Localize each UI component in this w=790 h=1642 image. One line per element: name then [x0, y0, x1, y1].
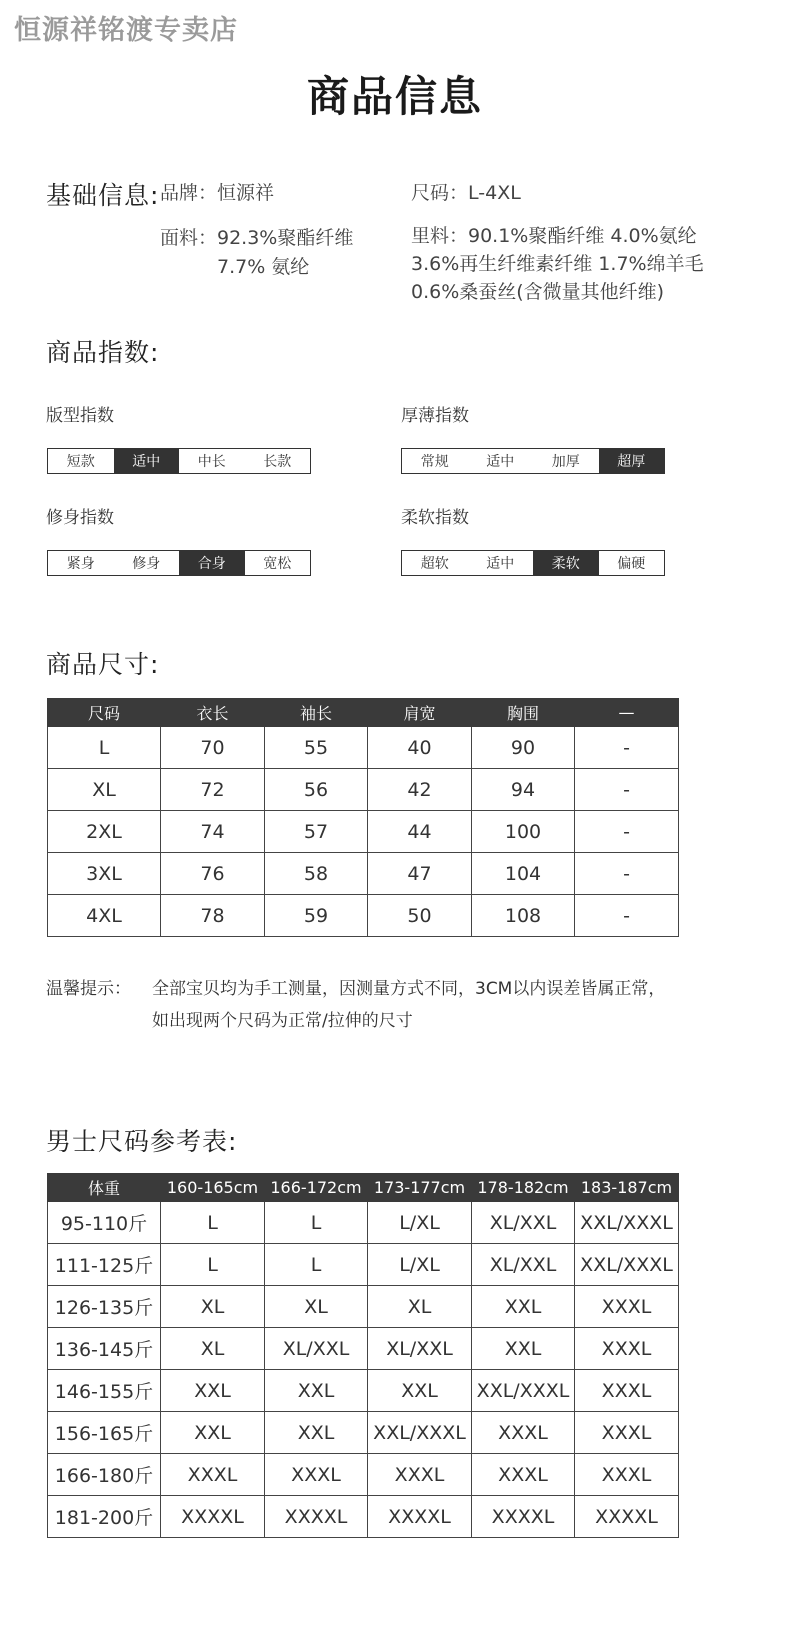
shape-option: 宽松	[263, 556, 292, 572]
table-cell: XL	[48, 769, 161, 811]
table-cell: XXXL	[575, 1328, 679, 1370]
table-row	[48, 811, 679, 853]
table-cell: 146-155斤	[48, 1370, 161, 1412]
table-cell: XL	[368, 1286, 472, 1328]
basic-info-title: 基础信息:	[46, 181, 160, 210]
table-row	[48, 1454, 679, 1496]
column-header: 166-172cm	[265, 1174, 368, 1202]
lining-line-1: 里料：90.1%聚酯纤维 4.0%氨纶	[411, 225, 697, 247]
table-row	[48, 1496, 679, 1538]
lining-line-3: 0.6%桑蚕丝(含微量其他纤维)	[411, 281, 665, 303]
table-cell: L/XL	[368, 1202, 472, 1244]
column-header: 肩宽	[368, 699, 472, 727]
table-cell: 59	[265, 895, 368, 937]
table-cell: 50	[368, 895, 472, 937]
table-cell: 44	[368, 811, 472, 853]
table-cell: XXXL	[368, 1454, 472, 1496]
table-cell: XXXXL	[161, 1496, 265, 1538]
table-cell: 2XL	[48, 811, 161, 853]
thickness-option-selected: 超厚	[599, 449, 665, 473]
table-cell: 95-110斤	[48, 1202, 161, 1244]
table-cell: XXXL	[575, 1370, 679, 1412]
table-cell: XXXL	[161, 1454, 265, 1496]
tip-label: 温馨提示：	[46, 979, 131, 999]
size-table	[47, 698, 679, 937]
table-cell: 56	[265, 769, 368, 811]
table-row	[48, 1412, 679, 1454]
reference-table-title: 男士尺码参考表:	[46, 1127, 238, 1156]
table-cell: XL	[265, 1286, 368, 1328]
table-cell: 42	[368, 769, 472, 811]
thickness-index-scale	[401, 448, 665, 474]
reference-table-header-row	[48, 1174, 679, 1202]
table-cell: L	[161, 1202, 265, 1244]
table-cell: XXL	[161, 1370, 265, 1412]
table-cell: XL/XXL	[265, 1328, 368, 1370]
table-cell: XL/XXL	[472, 1202, 575, 1244]
size-table-header-row	[48, 699, 679, 727]
table-cell: XXXXL	[265, 1496, 368, 1538]
table-cell: XXXXL	[575, 1496, 679, 1538]
table-row	[48, 727, 679, 769]
table-row	[48, 853, 679, 895]
shop-name: 恒源祥铭渡专卖店	[14, 15, 238, 46]
table-cell: 108	[472, 895, 575, 937]
table-cell: XXXXL	[368, 1496, 472, 1538]
table-cell: 72	[161, 769, 265, 811]
table-row	[48, 895, 679, 937]
table-cell: XL/XXL	[368, 1328, 472, 1370]
table-cell: XXL	[161, 1412, 265, 1454]
fit-option: 短款	[66, 454, 95, 470]
table-cell: 70	[161, 727, 265, 769]
table-cell: 104	[472, 853, 575, 895]
table-row	[48, 1370, 679, 1412]
table-cell: XXXL	[575, 1454, 679, 1496]
column-header: 胸围	[472, 699, 575, 727]
table-cell: 57	[265, 811, 368, 853]
table-cell: 78	[161, 895, 265, 937]
softness-index-label: 柔软指数	[401, 508, 469, 528]
table-cell: XXXXL	[472, 1496, 575, 1538]
softness-option: 适中	[486, 556, 515, 572]
tip-line-2: 如出现两个尺码为正常/拉伸的尺寸	[152, 1011, 413, 1031]
column-header: —	[575, 699, 679, 727]
thickness-index-label: 厚薄指数	[401, 406, 469, 426]
size-range-text: 尺码：L-4XL	[411, 182, 521, 204]
fit-index-label: 版型指数	[46, 406, 114, 426]
table-cell: 156-165斤	[48, 1412, 161, 1454]
table-cell: XXL/XXXL	[368, 1412, 472, 1454]
table-cell: XXXL	[575, 1286, 679, 1328]
page-title: 商品信息	[306, 72, 483, 121]
table-cell: XXL/XXXL	[472, 1370, 575, 1412]
fit-option: 中长	[197, 454, 226, 470]
tip-line-1: 全部宝贝均为手工测量，因测量方式不同，3CM以内误差皆属正常，	[152, 979, 666, 999]
table-row	[48, 1328, 679, 1370]
thickness-option: 加厚	[551, 454, 580, 470]
table-cell: XXL/XXXL	[575, 1244, 679, 1286]
table-cell: XXXL	[265, 1454, 368, 1496]
table-cell: 58	[265, 853, 368, 895]
table-cell: XL	[161, 1286, 265, 1328]
brand-text: 品牌：恒源祥	[160, 182, 275, 204]
table-cell: 94	[472, 769, 575, 811]
table-cell: L	[265, 1244, 368, 1286]
shape-index-label: 修身指数	[46, 508, 114, 528]
indices-title: 商品指数:	[46, 338, 160, 367]
table-cell: 4XL	[48, 895, 161, 937]
fit-index-scale	[47, 448, 311, 474]
table-row	[48, 769, 679, 811]
table-cell: 3XL	[48, 853, 161, 895]
table-cell: 111-125斤	[48, 1244, 161, 1286]
table-cell: XXXL	[575, 1412, 679, 1454]
table-cell: 40	[368, 727, 472, 769]
table-cell: -	[575, 895, 679, 937]
table-cell: XL	[161, 1328, 265, 1370]
table-cell: 47	[368, 853, 472, 895]
table-cell: -	[575, 811, 679, 853]
table-cell: L	[48, 727, 161, 769]
shape-option: 修身	[132, 556, 161, 572]
table-cell: XXXL	[472, 1412, 575, 1454]
column-header: 袖长	[265, 699, 368, 727]
table-cell: 74	[161, 811, 265, 853]
shape-option-selected: 合身	[179, 551, 245, 575]
fabric-line-2: 7.7% 氨纶	[217, 256, 310, 278]
column-header: 160-165cm	[161, 1174, 265, 1202]
size-reference-table	[47, 1173, 679, 1538]
table-cell: -	[575, 853, 679, 895]
shape-index-scale	[47, 550, 311, 576]
column-header: 183-187cm	[575, 1174, 679, 1202]
table-cell: XXL	[265, 1412, 368, 1454]
softness-index-scale	[401, 550, 665, 576]
table-row	[48, 1244, 679, 1286]
table-cell: 166-180斤	[48, 1454, 161, 1496]
column-header: 尺码	[48, 699, 161, 727]
table-cell: XXL	[265, 1370, 368, 1412]
table-cell: 76	[161, 853, 265, 895]
softness-option: 超软	[420, 556, 449, 572]
table-cell: XXL	[472, 1328, 575, 1370]
column-header: 衣长	[161, 699, 265, 727]
column-header: 178-182cm	[472, 1174, 575, 1202]
size-table-title: 商品尺寸:	[46, 650, 160, 679]
column-header: 体重	[48, 1174, 161, 1202]
table-cell: 90	[472, 727, 575, 769]
table-cell: XXXL	[472, 1454, 575, 1496]
table-row	[48, 1202, 679, 1244]
table-cell: 136-145斤	[48, 1328, 161, 1370]
column-header: 173-177cm	[368, 1174, 472, 1202]
table-cell: L	[265, 1202, 368, 1244]
table-cell: XL/XXL	[472, 1244, 575, 1286]
table-cell: -	[575, 727, 679, 769]
thickness-option: 适中	[486, 454, 515, 470]
table-cell: 181-200斤	[48, 1496, 161, 1538]
fit-option: 长款	[263, 454, 292, 470]
table-cell: XXL	[472, 1286, 575, 1328]
table-cell: -	[575, 769, 679, 811]
softness-option: 偏硬	[617, 556, 646, 572]
table-cell: 55	[265, 727, 368, 769]
table-cell: XXL	[368, 1370, 472, 1412]
thickness-option: 常规	[420, 454, 449, 470]
table-cell: L/XL	[368, 1244, 472, 1286]
table-cell: 100	[472, 811, 575, 853]
shape-option: 紧身	[66, 556, 95, 572]
fabric-line-1: 面料：92.3%聚酯纤维	[160, 227, 354, 249]
table-cell: XXL/XXXL	[575, 1202, 679, 1244]
fit-option-selected: 适中	[114, 449, 180, 473]
softness-option-selected: 柔软	[533, 551, 599, 575]
lining-line-2: 3.6%再生纤维素纤维 1.7%绵羊毛	[411, 253, 704, 275]
table-cell: L	[161, 1244, 265, 1286]
table-cell: 126-135斤	[48, 1286, 161, 1328]
table-row	[48, 1286, 679, 1328]
